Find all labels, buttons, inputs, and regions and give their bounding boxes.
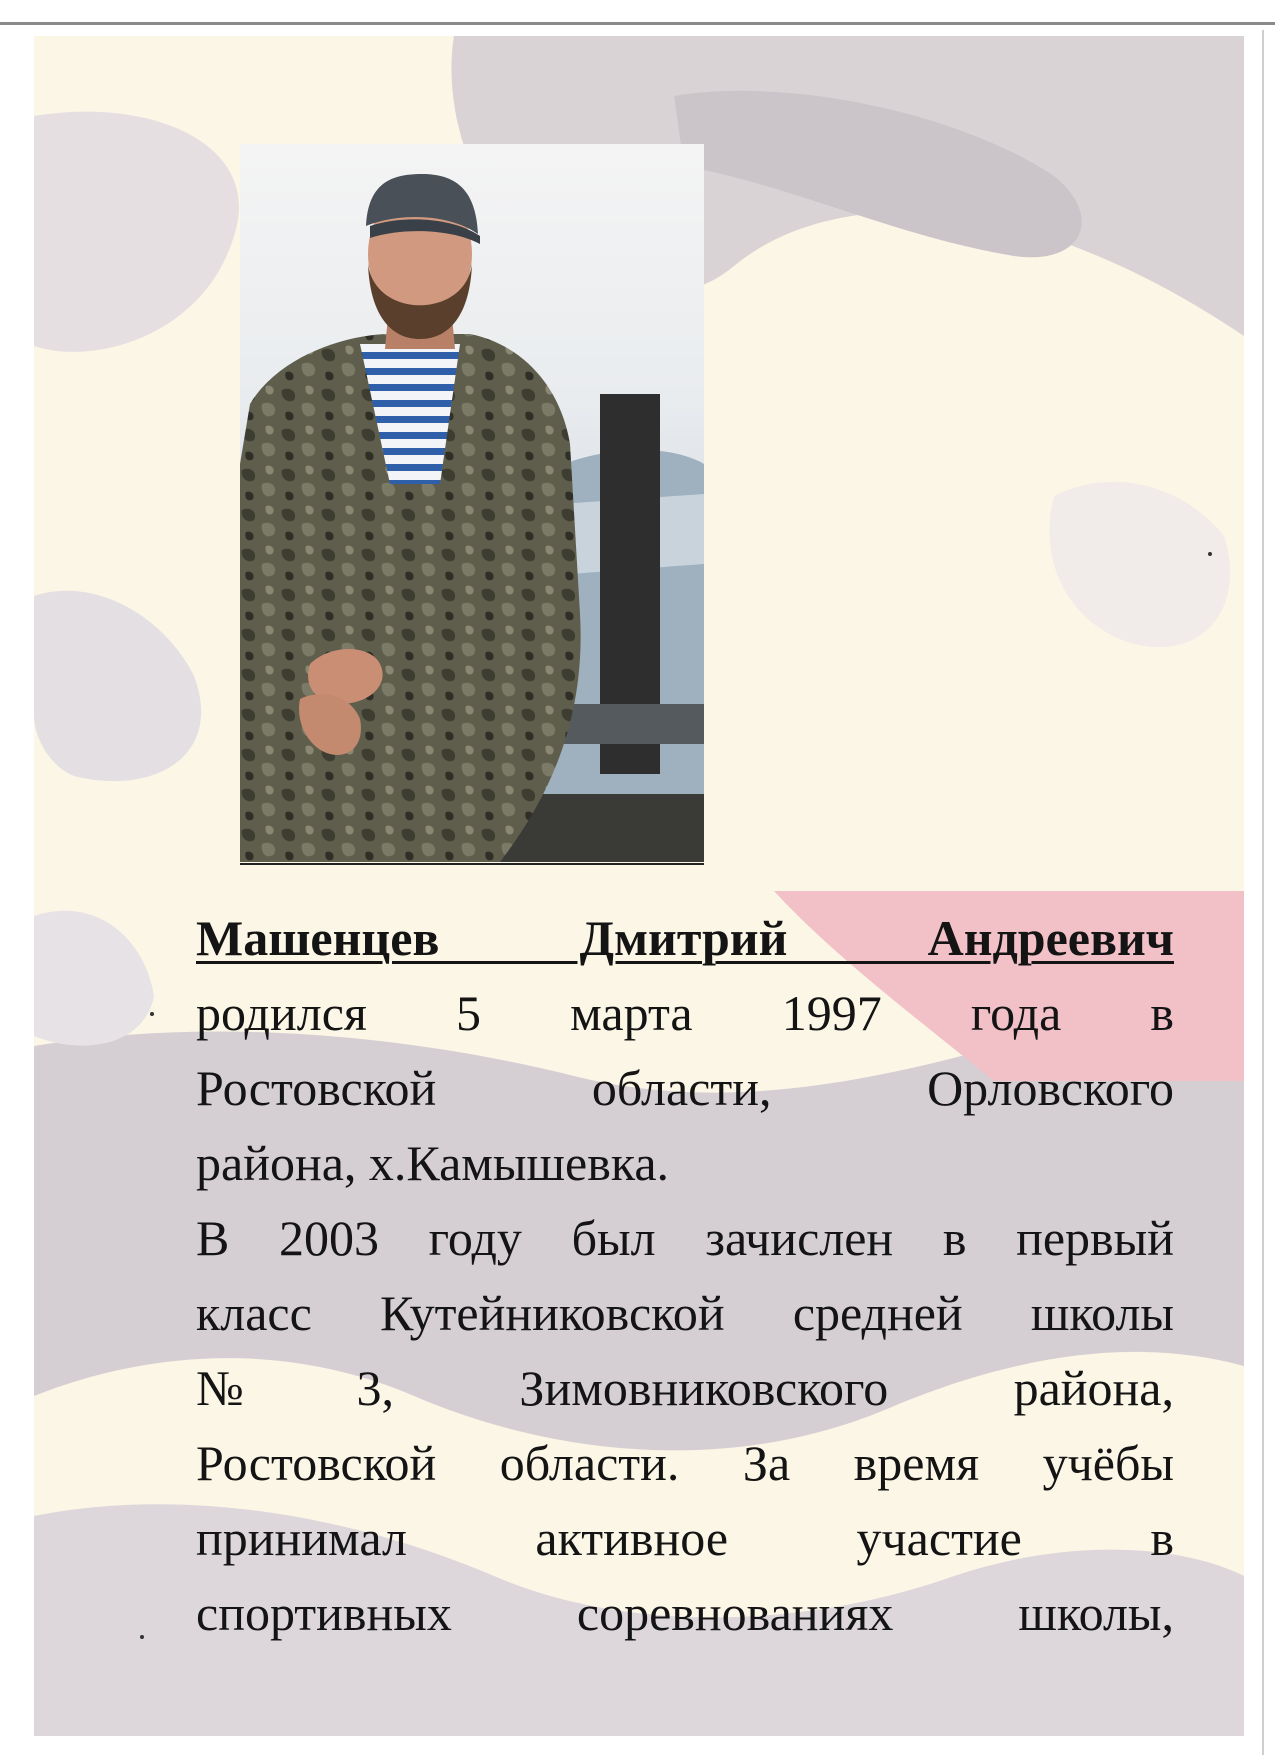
bio-line-8: принимал активное участие в xyxy=(196,1510,1174,1566)
bio-line-3: района, х.Камышевка. xyxy=(196,1135,670,1191)
scan-speck xyxy=(150,1012,154,1016)
bio-line-4: В 2003 году был зачислен в первый xyxy=(196,1210,1174,1266)
page xyxy=(34,36,1244,1736)
bio-line-6: №3, Зимовниковского района, xyxy=(196,1360,1174,1416)
biography-text xyxy=(196,901,1174,1651)
photo-underline xyxy=(240,863,704,865)
bio-line-2: Ростовской области, Орловского xyxy=(196,1060,1174,1116)
scan-speck xyxy=(1208,552,1212,556)
portrait-photo xyxy=(240,144,704,862)
bio-line-7: Ростовской области. За время учёбы xyxy=(196,1435,1174,1491)
bio-line-5: класс Кутейниковской средней школы xyxy=(196,1285,1174,1341)
scan-speck xyxy=(140,1635,144,1639)
bio-line-1: родился 5 марта 1997 года в xyxy=(196,985,1174,1041)
bio-line-9: спортивных соревнованиях школы, xyxy=(196,1585,1174,1641)
portrait-photo-icon xyxy=(240,144,704,862)
person-name: Машенцев Дмитрий Андреевич xyxy=(196,910,1174,966)
scan-edge-right xyxy=(1262,30,1264,1755)
scan-edge-top xyxy=(0,22,1275,25)
